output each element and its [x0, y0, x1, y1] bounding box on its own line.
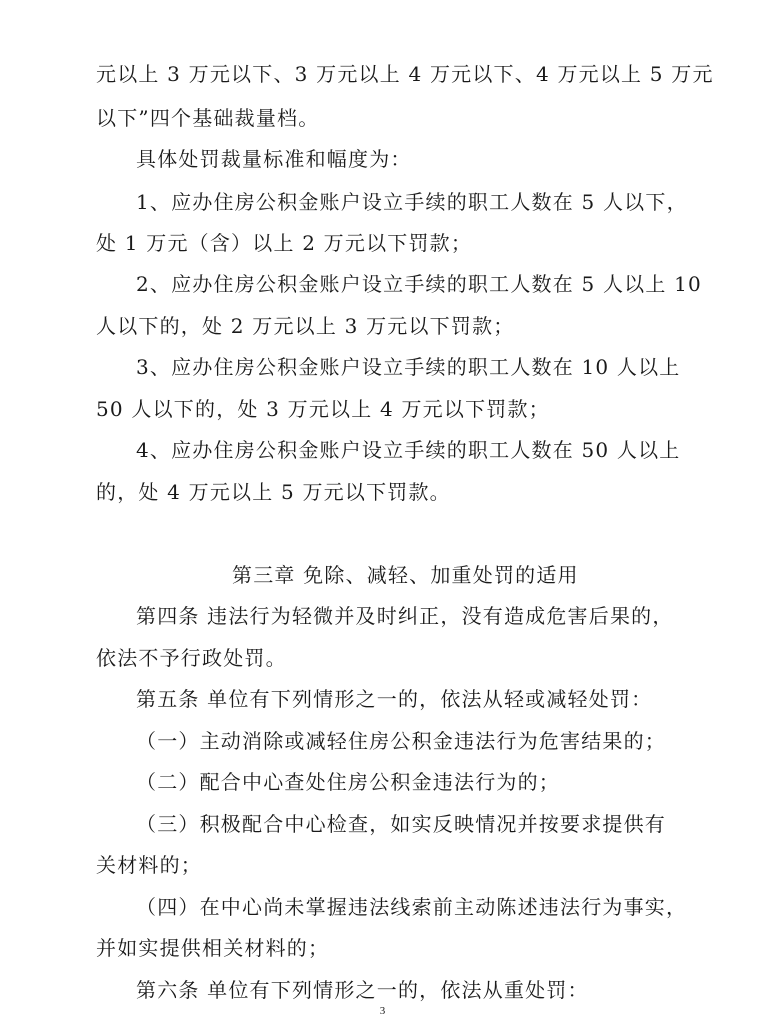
text-line: 4、应办住房公积金账户设立手续的职工人数在 50 人以上 — [136, 438, 681, 462]
article-line: 第五条 单位有下列情形之一的，依法从轻或减轻处罚： — [136, 687, 653, 711]
article-line: 关材料的； — [96, 853, 202, 877]
article-line: （三）积极配合中心检查，如实反映情况并按要求提供有 — [136, 812, 666, 836]
page-number: 3 — [379, 1005, 386, 1017]
article-line: （一）主动消除或减轻住房公积金违法行为危害结果的； — [136, 729, 666, 753]
text-line: 3、应办住房公积金账户设立手续的职工人数在 10 人以上 — [136, 355, 681, 379]
text-line: 具体处罚裁量标准和幅度为： — [136, 147, 412, 171]
text-line: 50 人以下的，处 3 万元以上 4 万元以下罚款； — [96, 397, 550, 421]
text-line: 处 1 万元（含）以上 2 万元以下罚款； — [96, 231, 473, 255]
article-line: 并如实提供相关材料的； — [96, 936, 330, 960]
article-line: （四）在中心尚未掌握违法线索前主动陈述违法行为事实， — [136, 895, 688, 919]
text-line: 以下”四个基础裁量档。 — [96, 106, 320, 130]
chapter-title: 第三章 免除、减轻、加重处罚的适用 — [232, 563, 579, 587]
text-line: 人以下的，处 2 万元以上 3 万元以下罚款； — [96, 314, 515, 338]
text-line: 的，处 4 万元以上 5 万元以下罚款。 — [96, 480, 451, 504]
text-line: 2、应办住房公积金账户设立手续的职工人数在 5 人以上 10 — [136, 272, 702, 296]
text-line: 元以上 3 万元以下、3 万元以上 4 万元以下、4 万元以上 5 万元 — [96, 62, 714, 86]
article-line: 依法不予行政处罚。 — [96, 646, 287, 670]
article-line: 第四条 违法行为轻微并及时纠正，没有造成危害后果的， — [136, 604, 674, 628]
article-line: 第六条 单位有下列情形之一的，依法从重处罚： — [136, 978, 589, 1002]
text-line: 1、应办住房公积金账户设立手续的职工人数在 5 人以下， — [136, 190, 688, 214]
article-line: （二）配合中心查处住房公积金违法行为的； — [136, 770, 560, 794]
